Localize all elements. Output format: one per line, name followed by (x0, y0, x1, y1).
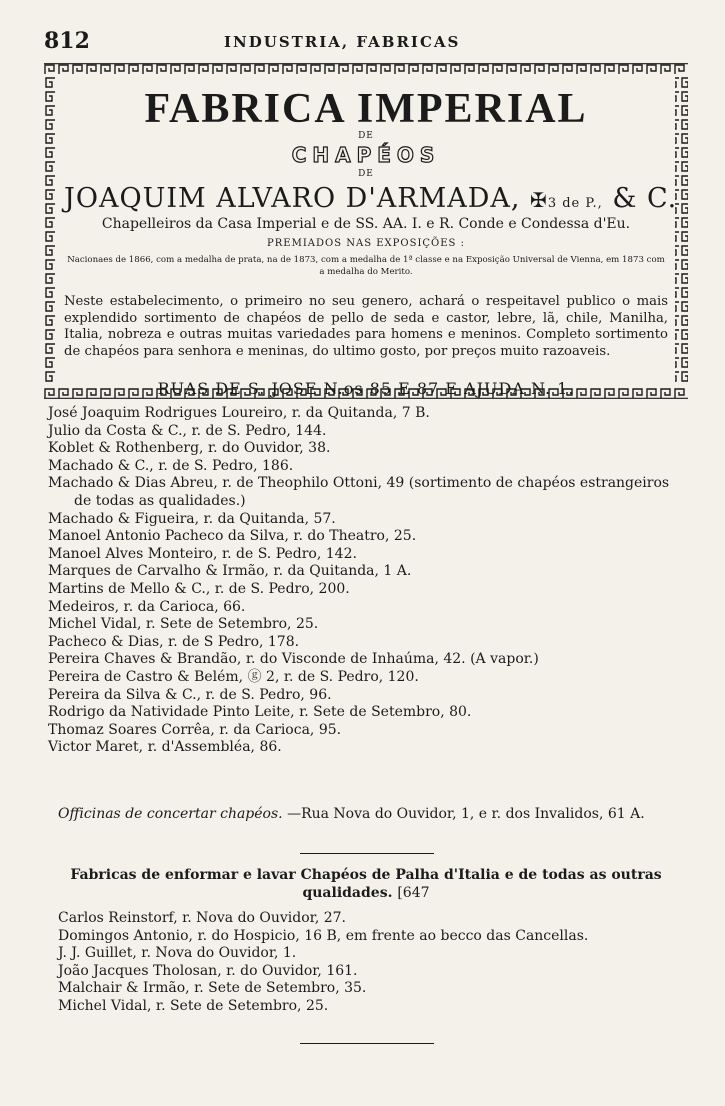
owner-line (64, 183, 678, 214)
palha-ref: [647 (397, 885, 430, 901)
list-item: João Jacques Tholosan, r. do Ouvidor, 161. (58, 962, 358, 979)
list-item: Machado & Dias Abreu, r. de Theophilo Ottoni, 49 (sortimento de chapéos estrangeiros de todas as qualidades.) (48, 475, 670, 509)
list-item: Marques de Carvalho & Irmão, r. da Quitanda, 1 A. (48, 563, 412, 580)
de-label-2: DE (358, 169, 374, 179)
divider (300, 1043, 434, 1044)
list-item: Michel Vidal, r. Sete de Setembro, 25. (48, 616, 319, 633)
officinas-text: —Rua Nova do Ouvidor, 1, e r. dos Invalidos, 61 A. (287, 806, 645, 822)
advert-body: Neste estabelecimento, o primeiro no seu genero, achará o respeitavel publico o mais explendido sortimento de chapéos de pello de seda e castor, lebre, lã, chile, Manilha, Italia, nobreza e outras muitas variedades para homens e meninos. Completo sortimento de chapéos para senhora e meninas, do ultimo gosto, por preços muito razoaveis. (64, 294, 668, 359)
hatter-listing (48, 405, 688, 757)
list-item: Medeiros, r. da Carioca, 66. (48, 598, 246, 615)
advertisement (44, 63, 688, 399)
hatters-line: Chapelleiros da Casa Imperial e de SS. AA. I. e R. Conde e Condessa d'Eu. (101, 216, 631, 232)
chapeos-title: CHAPÉOS (291, 143, 441, 167)
factory-title: FABRICA IMPERIAL (144, 86, 588, 132)
list-item: Manoel Antonio Pacheco da Silva, r. do Theatro, 25. (48, 528, 417, 545)
prizes-heading: PREMIADOS NAS EXPOSIÇÕES : (267, 238, 465, 249)
advertisement-content (64, 83, 678, 398)
medals-text: Nacionaes de 1866, com a medalha de prata, na de 1873, com a medalha de 1ª classe e na Exposição Universal de Vienna, em 1873 com a medalha do Merito. (67, 255, 665, 277)
owner-rank: 3 de P., (547, 196, 603, 211)
section-title: INDUSTRIA, FABRICAS (224, 33, 461, 51)
list-item: Rodrigo da Natividade Pinto Leite, r. Sete de Setembro, 80. (48, 704, 472, 721)
list-item: Machado & C., r. de S. Pedro, 186. (48, 457, 294, 474)
list-item: Pereira de Castro & Belém, ⓖ 2, r. de S. Pedro, 120. (48, 668, 419, 685)
list-item: Manoel Alves Monteiro, r. de S. Pedro, 142. (48, 545, 357, 562)
list-item: Pereira da Silva & C., r. de S. Pedro, 96. (48, 686, 332, 703)
cross-icon: ✠ (530, 188, 548, 212)
page-number: 812 (44, 28, 90, 54)
chapeos-banner (64, 143, 668, 165)
palha-listing (58, 910, 688, 1016)
list-item: Pacheco & Dias, r. de S Pedro, 178. (48, 633, 300, 650)
owner-name: JOAQUIM ALVARO D'ARMADA, (64, 183, 521, 214)
list-item: Carlos Reinstorf, r. Nova do Ouvidor, 27. (58, 910, 346, 926)
de-label-1: DE (358, 131, 374, 141)
list-item: J. J. Guillet, r. Nova do Ouvidor, 1. (58, 945, 297, 962)
list-item: Julio da Costa & C., r. de S. Pedro, 144. (48, 422, 327, 439)
list-item: Machado & Figueira, r. da Quitanda, 57. (48, 510, 336, 527)
list-item: Michel Vidal, r. Sete de Setembro, 25. (58, 997, 329, 1014)
officinas-entry (58, 806, 704, 824)
running-head (44, 28, 684, 56)
divider (300, 853, 434, 854)
owner-company: & C. (612, 183, 678, 214)
officinas-label: Officinas de concertar chapéos. (58, 806, 283, 822)
list-item: Malchair & Irmão, r. Sete de Setembro, 35. (58, 980, 367, 997)
list-item: Pereira Chaves & Brandão, r. do Visconde de Inhaúma, 42. (A vapor.) (48, 651, 539, 668)
palha-heading-text: Fabricas de enformar e lavar Chapéos de Palha d'Italia e de todas as outras qualidades. (70, 867, 662, 901)
list-item: Koblet & Rothenberg, r. do Ouvidor, 38. (48, 440, 331, 457)
advert-address: RUAS DE S. JOSE N.os 85 E 87 E AJUDA N. 1. (157, 379, 575, 398)
palha-section-heading (52, 866, 680, 902)
list-item: Domingos Antonio, r. do Hospicio, 16 B, em frente ao becco das Cancellas. (58, 927, 589, 944)
list-item: Martins de Mello & C., r. de S. Pedro, 200. (48, 580, 350, 597)
list-item: Thomaz Soares Corrêa, r. da Carioca, 95. (48, 721, 342, 738)
list-item: José Joaquim Rodrigues Loureiro, r. da Quitanda, 7 B. (48, 405, 430, 421)
list-item: Victor Maret, r. d'Assembléa, 86. (48, 739, 282, 756)
